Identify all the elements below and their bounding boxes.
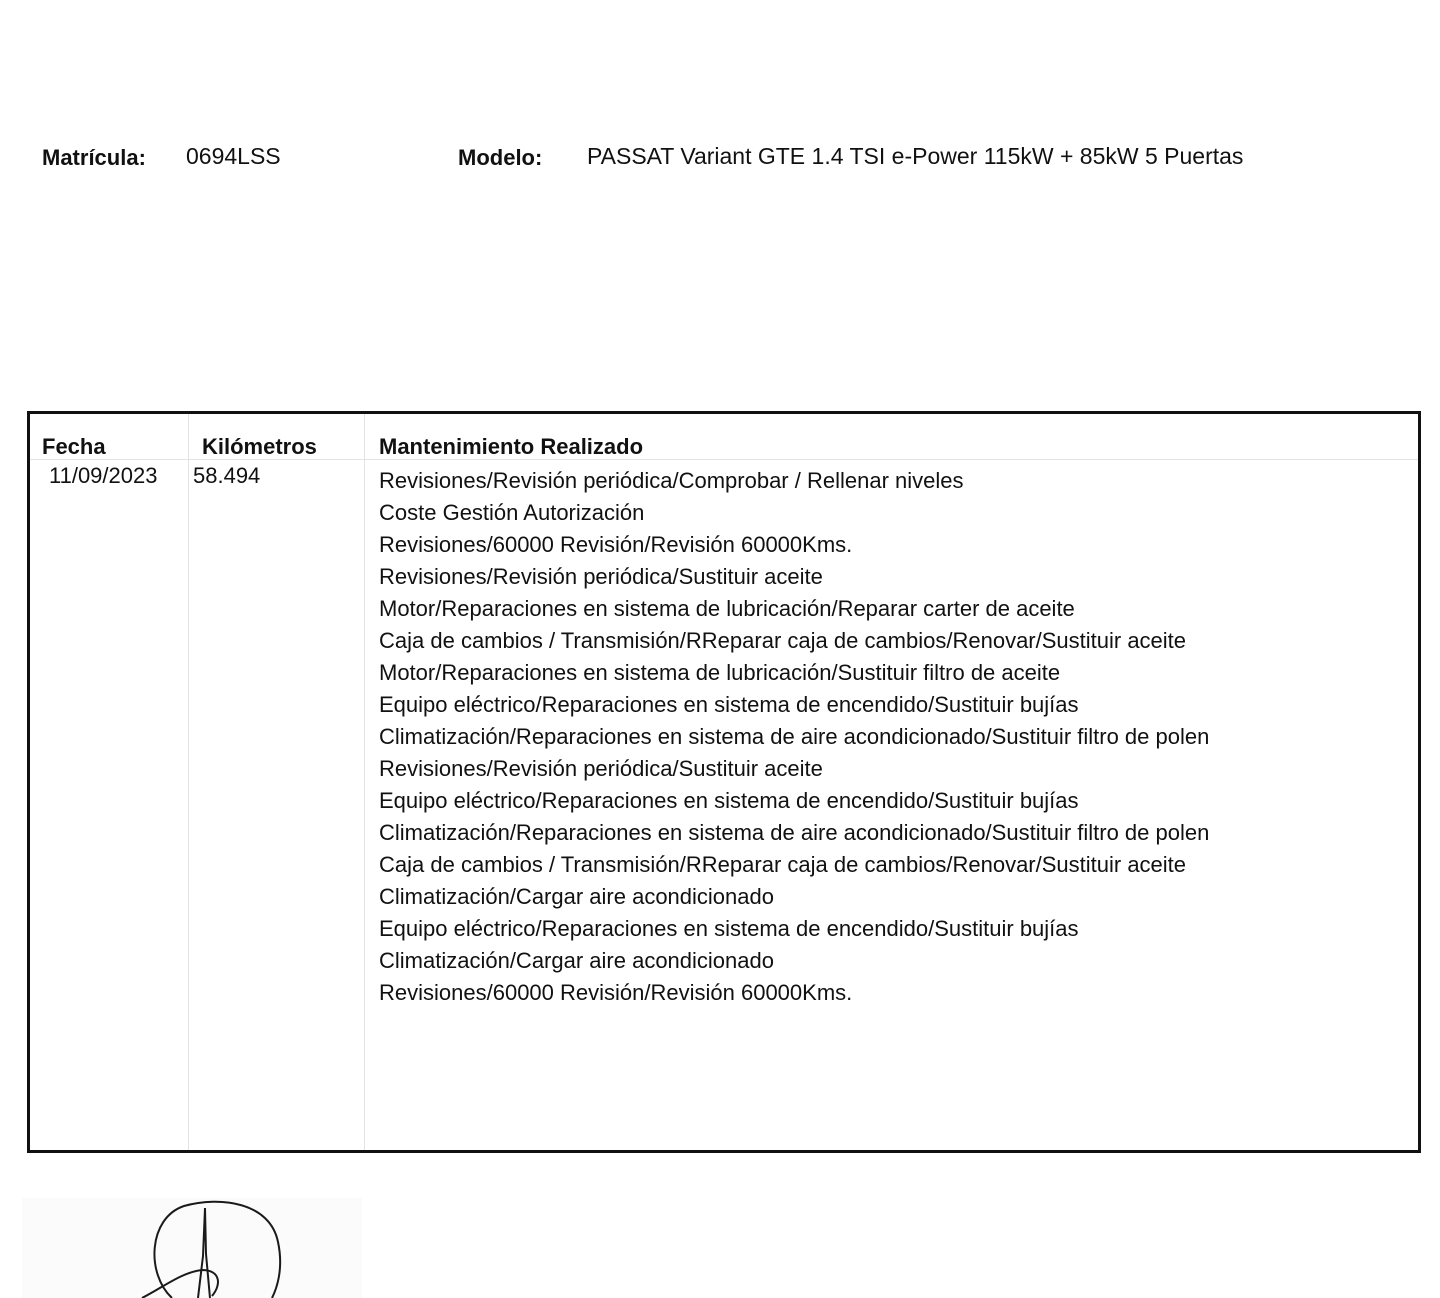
maintenance-list xyxy=(379,465,1239,1009)
maintenance-item: Revisiones/Revisión periódica/Comprobar / Rellenar niveles xyxy=(379,468,964,493)
row-date: 11/09/2023 xyxy=(49,463,158,488)
signature-area xyxy=(22,1198,362,1298)
maintenance-item: Equipo eléctrico/Reparaciones en sistema de encendido/Sustituir bujías xyxy=(379,916,1079,941)
model-label: Modelo: xyxy=(458,145,543,170)
model-value: PASSAT Variant GTE 1.4 TSI e-Power 115kW + 85kW 5 Puertas xyxy=(587,143,1244,169)
maintenance-item: Motor/Reparaciones en sistema de lubricación/Sustituir filtro de aceite xyxy=(379,660,1061,685)
maintenance-item: Revisiones/Revisión periódica/Sustituir aceite xyxy=(379,564,823,589)
maintenance-table xyxy=(27,411,1421,1153)
maintenance-item: Climatización/Reparaciones en sistema de aire acondicionado/Sustituir filtro de polen xyxy=(379,724,1210,749)
header-maintenance: Mantenimiento Realizado xyxy=(379,434,644,459)
maintenance-item: Climatización/Cargar aire acondicionado xyxy=(379,884,774,909)
maintenance-item: Caja de cambios / Transmisión/RReparar caja de cambios/Renovar/Sustituir aceite xyxy=(379,852,1187,877)
row-kilometers: 58.494 xyxy=(193,463,261,488)
maintenance-item: Revisiones/60000 Revisión/Revisión 60000Kms. xyxy=(379,980,853,1005)
maintenance-item: Caja de cambios / Transmisión/RReparar caja de cambios/Renovar/Sustituir aceite xyxy=(379,628,1187,653)
maintenance-item: Climatización/Cargar aire acondicionado xyxy=(379,948,774,973)
maintenance-item: Equipo eléctrico/Reparaciones en sistema de encendido/Sustituir bujías xyxy=(379,692,1079,717)
header-date: Fecha xyxy=(42,434,106,459)
signature-icon xyxy=(22,1198,362,1298)
header-kilometers: Kilómetros xyxy=(202,434,317,459)
maintenance-item: Coste Gestión Autorización xyxy=(379,500,645,525)
column-divider xyxy=(364,414,365,1150)
maintenance-item: Climatización/Reparaciones en sistema de aire acondicionado/Sustituir filtro de polen xyxy=(379,820,1210,845)
maintenance-item: Revisiones/Revisión periódica/Sustituir aceite xyxy=(379,756,823,781)
maintenance-item: Motor/Reparaciones en sistema de lubricación/Reparar carter de aceite xyxy=(379,596,1075,621)
column-divider xyxy=(188,414,189,1150)
plate-label: Matrícula: xyxy=(42,145,146,170)
maintenance-item: Equipo eléctrico/Reparaciones en sistema de encendido/Sustituir bujías xyxy=(379,788,1079,813)
plate-value: 0694LSS xyxy=(186,143,281,169)
maintenance-item: Revisiones/60000 Revisión/Revisión 60000Kms. xyxy=(379,532,853,557)
